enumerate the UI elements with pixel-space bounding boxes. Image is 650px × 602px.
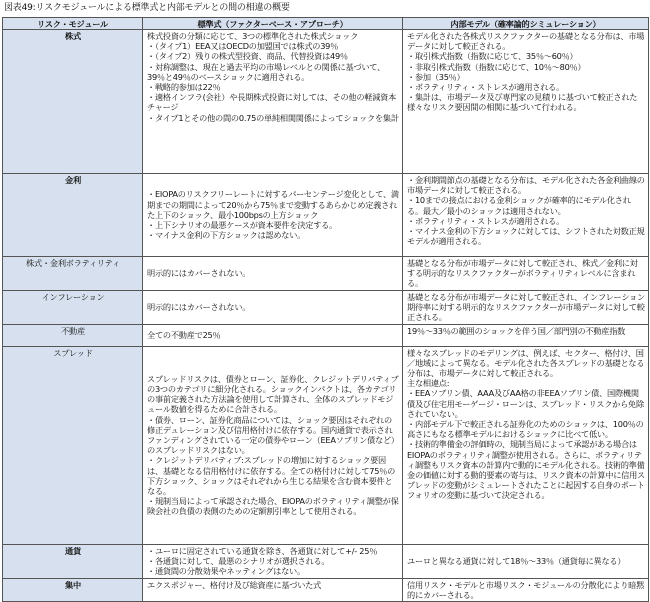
module-name: 株式 [3, 30, 143, 174]
table-row-inflation [3, 291, 649, 325]
standard-cell: 全ての不動産で25％ [143, 324, 403, 346]
module-name: スプレッド [3, 346, 143, 544]
internal-cell: ユーロと異なる通貨に対して18％～33％（通貨毎に異なる） [403, 544, 649, 578]
standard-cell: 株式投資の分類に応じて、3つの標準化された株式ショック ・（タイプ1）EEA又はOECDの加盟国では株式の39％ ・（タイプ2）残りの株式型投資、商品、代替投資は49％ ・対称調整は、現在と過去平均の市場レベルとの関係に基づいて、39％と49％のベースショックに適用される。 ・戦略的参加は22％ ・適格インフラ(会社）や長期株式投資に対しては、その他の軽減資本チャージ ・タイプ1とその他の間の0.75の単純相関関係によってショックを集計 [143, 30, 403, 174]
internal-cell: ・金利期間節点の基礎となる分布は、モデル化された各金利曲線の市場データに対して較正される。 ・10までの接点における金利ショックが確率的にモデル化される。最大／最小のショックは適用されない。 ・ボラティリティ・ストレスが適用される。 ・マイナス金利の下方ショックに対しては、シフトされた対数正規モデルが適用される。 [403, 174, 649, 257]
standard-cell: スプレッドリスクは、債券とローン、証券化、クレジットデリバティブの3つのカテゴリに細分化される。ショックインパクトは、各カテゴリの事前定義された方法論を使用して計算され、全体のスプレッドモジュール数値を得るために合計される。 ・債券、ローン、証券化商品については、ショック要因はそれぞれの修正デュレーション及び信用格付けに依存する。国内通貨で表示されファンディングされている一定の債券やローン（EEAソブリン債など）のスプレッドリスクはない。 ・クレジットデリバティブ:スプレッドの増加に対するショック要因は、基礎となる信用格付けに依存する。全ての格付けに対して75％の下方ショック、ショックはそれぞれから生じる結果を含む資本要件となる。 ・規制当局によって承認された場合、EIOPAのボラティリティ調整が保険会社の負債の表側のための定額割引率として使用される。 [143, 346, 403, 544]
table-row-spread [3, 346, 649, 544]
table-row-interest-rate [3, 174, 649, 257]
module-name: 金利 [3, 174, 143, 257]
table-header-row [3, 18, 649, 30]
header-risk-module: リスク・モジュール [3, 18, 143, 30]
table-row-property [3, 324, 649, 346]
internal-cell: 基礎となる分布が市場データに対して較正され、株式／金利に対する明示的なリスクファクターがボラティリティレベルに含まれる。 [403, 257, 649, 291]
module-name: 通貨 [3, 544, 143, 578]
internal-cell: 信用リスク・モデルと市場リスク・モジュールの分散化により暗黙的にカバーされる。 [403, 578, 649, 601]
module-name: インフレーション [3, 291, 143, 325]
standard-cell: エクスポジャー、格付け及び総資産に基づいた式 [143, 578, 403, 601]
standard-cell: 明示的にはカバーされない。 [143, 257, 403, 291]
standard-cell: 明示的にはカバーされない。 [143, 291, 403, 325]
internal-cell: 様々なスプレッドのモデリングは、例えば、セクター、格付け、国／地域によって異なる。モデル化された各スプレッドの基礎となる分布は、市場データに対して較正される。 主な相違点: ・EEAソブリン債、AAA及びAA格の非EEAソブリン債、国際機関債及び住宅用モーゲージ・ローンは、スプレッド・リスクから免除されていない。 ・内部モデル下で較正される証券化のためのショックは、100％の高さにもなる標準モデルにおけるショックに比べて低い。 ・技術的準備金の評価時の、規制当局によって承認がある場合はEIOPAのボラティリティ調整が使用される。さらに、ボラティリティ調整もリスク資本の計算内で動的にモデル化される。技術的準備金の価値に対する動的要素の寄与は、リスク資本の計算中に信用スプレッドの変動がシミュレートされたことに起因する自身のポートフォリオの変動に基づいて決定される。 [403, 346, 649, 544]
module-name: 集中 [3, 578, 143, 601]
internal-cell: モデル化された各株式リスクファクターの基礎となる分布は、市場データに対して較正される。 ・取引株式指数（指数に応じて、35％～60％） ・非取引株式指数（指数に応じて、10％～80％） ・参加（35％） ・ボラティリティ・ストレスが適用される。 ・集計は、市場データ及び専門家の見積りに基づいて較正された様々なリスク要因間の相関に基づいて行われる。 [403, 30, 649, 174]
comparison-table [2, 17, 649, 602]
module-name: 株式・金利ボラティリティ [3, 257, 143, 291]
standard-cell: ・EIOPAのリスクフリーレートに対するパーセンテージ変化として、満期までの期間によって20％から75％まで変動するあらかじめ定義された上下のショック、最小100bpsの上方ショック ・上下シナリオの最悪ケースが資本要件を決定する。 ・マイナス金利の下方ショックは認めない。 [143, 174, 403, 257]
table-row-volatility [3, 257, 649, 291]
table-row-concentration [3, 578, 649, 601]
internal-cell: 基礎となる分布が市場データに対して較正され、インフレーション期待率に対する明示的なリスクファクターが市場データに対して較正される。 [403, 291, 649, 325]
figure-caption: 図表49:リスクモジュールによる標準式と内部モデルとの間の相違の概要 [4, 3, 290, 13]
module-name: 不動産 [3, 324, 143, 346]
header-internal-model: 内部モデル（確率論的シミュレーション） [403, 18, 649, 30]
header-standard-formula: 標準式（ファクターベース・アプローチ） [143, 18, 403, 30]
standard-cell: ・ユーロに固定されている通貨を除き、各通貨に対して+/- 25％ ・各通貨に対して、最悪のシナリオが選択される。 ・通貨間の分散効果やネッティングはない。 [143, 544, 403, 578]
table-row-equity [3, 30, 649, 174]
table-row-currency [3, 544, 649, 578]
internal-cell: 19％～33％の範囲のショックを伴う国／部門別の不動産指数 [403, 324, 649, 346]
